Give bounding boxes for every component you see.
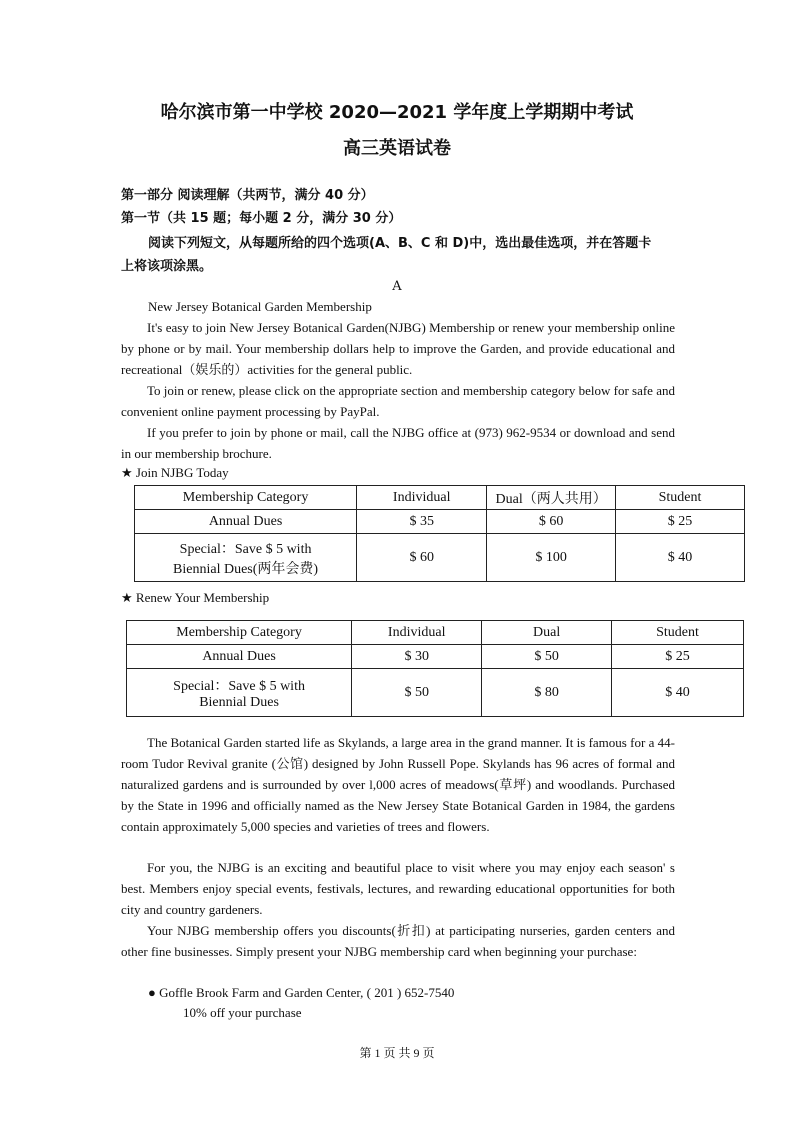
paragraph-2: To join or renew, please click on the appropriate section and membership category below for safe and convenient online payment processing by PayPal. (121, 383, 675, 419)
renew-annual-dual: $ 50 (482, 645, 612, 669)
renew-annual-individual: $ 30 (352, 645, 482, 669)
part-heading: 第一部分 阅读理解（共两节，满分 40 分） (121, 188, 374, 203)
renew-special-label-line-1: Special：Save $ 5 with (173, 678, 305, 694)
join-header-category: Membership Category (135, 486, 357, 510)
instruction-line-1: 阅读下列短文，从每题所给的四个选项(A、B、C 和 D)中，选出最佳选项，并在答题卡 (148, 236, 652, 251)
renew-special-individual: $ 50 (352, 669, 482, 717)
renew-special-label-line-2: Biennial Dues (199, 694, 279, 710)
join-header-dual: Dual（两人共用） (487, 486, 616, 510)
paragraph-3: If you prefer to join by phone or mail, call the NJBG office at (973) 962-9534 or download and send in our membership brochure. (121, 425, 675, 461)
renew-annual-student: $ 25 (612, 645, 744, 669)
exam-subtitle: 高三英语试卷 (343, 138, 451, 159)
join-header-individual: Individual (357, 486, 487, 510)
renew-special-dual: $ 80 (482, 669, 612, 717)
renew-header-category: Membership Category (127, 621, 352, 645)
join-special-label-line-2: Biennial Dues(两年会费) (173, 561, 319, 577)
exam-title: 哈尔滨市第一中学校 2020—2021 学年度上学期期中考试 (160, 102, 634, 123)
join-heading: ★ Join NJBG Today (121, 465, 229, 480)
renew-header-individual: Individual (352, 621, 482, 645)
join-annual-individual: $ 35 (357, 510, 487, 534)
renew-header-dual: Dual (482, 621, 612, 645)
join-special-individual: $ 60 (357, 534, 487, 582)
discount-item-detail: 10% off your purchase (183, 1005, 302, 1020)
renew-table (126, 620, 744, 717)
join-table (134, 485, 745, 582)
renew-special-student: $ 40 (612, 669, 744, 717)
join-annual-label: Annual Dues (135, 510, 357, 534)
join-annual-dual: $ 60 (487, 510, 616, 534)
renew-header-student: Student (612, 621, 744, 645)
paragraph-4: The Botanical Garden started life as Skylands, a large area in the grand manner. It is famous for a 44-room Tudor Revival granite (公馆) designed by John Russell Pope. Skylands has 96 acres of formal and naturalized gardens and is surrounded by over l,000 acres of meadows(草坪) and woodlands. Purchased by the State in 1996 and officially named as the New Jersey State Botanical Garden in 1984, the gardens contain approximately 5,000 species and varieties of trees and flowers. (121, 735, 675, 834)
join-special-label-line-1: Special：Save $ 5 with (179, 541, 312, 557)
join-special-dual: $ 100 (487, 534, 616, 582)
renew-heading: ★ Renew Your Membership (121, 590, 270, 605)
passage-heading: New Jersey Botanical Garden Membership (148, 299, 372, 314)
instruction-line-2: 上将该项涂黑。 (121, 259, 213, 274)
join-header-student: Student (616, 486, 745, 510)
join-annual-student: $ 25 (616, 510, 745, 534)
join-special-label (135, 534, 357, 582)
discount-item: ● Goffle Brook Farm and Garden Center, ( 201 ) 652-7540 (148, 985, 455, 1000)
section-heading: 第一节（共 15 题；每小题 2 分，满分 30 分） (121, 211, 402, 226)
page-number: 第 1 页 共 9 页 (359, 1046, 435, 1060)
renew-annual-label: Annual Dues (127, 645, 352, 669)
join-special-student: $ 40 (616, 534, 745, 582)
paragraph-6: Your NJBG membership offers you discounts(折扣) at participating nurseries, garden centers and other fine businesses. Simply present your NJBG membership card when beginning your purchase: (121, 923, 675, 959)
renew-special-label (127, 669, 352, 717)
paragraph-1: It's easy to join New Jersey Botanical Garden(NJBG) Membership or renew your membership online by phone or by mail. Your membership dollars help to improve the Garden, and provide educational and recreational（娱乐的）activities for the general public. (121, 320, 675, 377)
paragraph-5: For you, the NJBG is an exciting and beautiful place to visit where you may enjoy each season' s best. Members enjoy special events, festivals, lectures, and rewarding educational opportunities for both city and country gardeners. (121, 860, 675, 917)
passage-letter: A (392, 279, 402, 294)
